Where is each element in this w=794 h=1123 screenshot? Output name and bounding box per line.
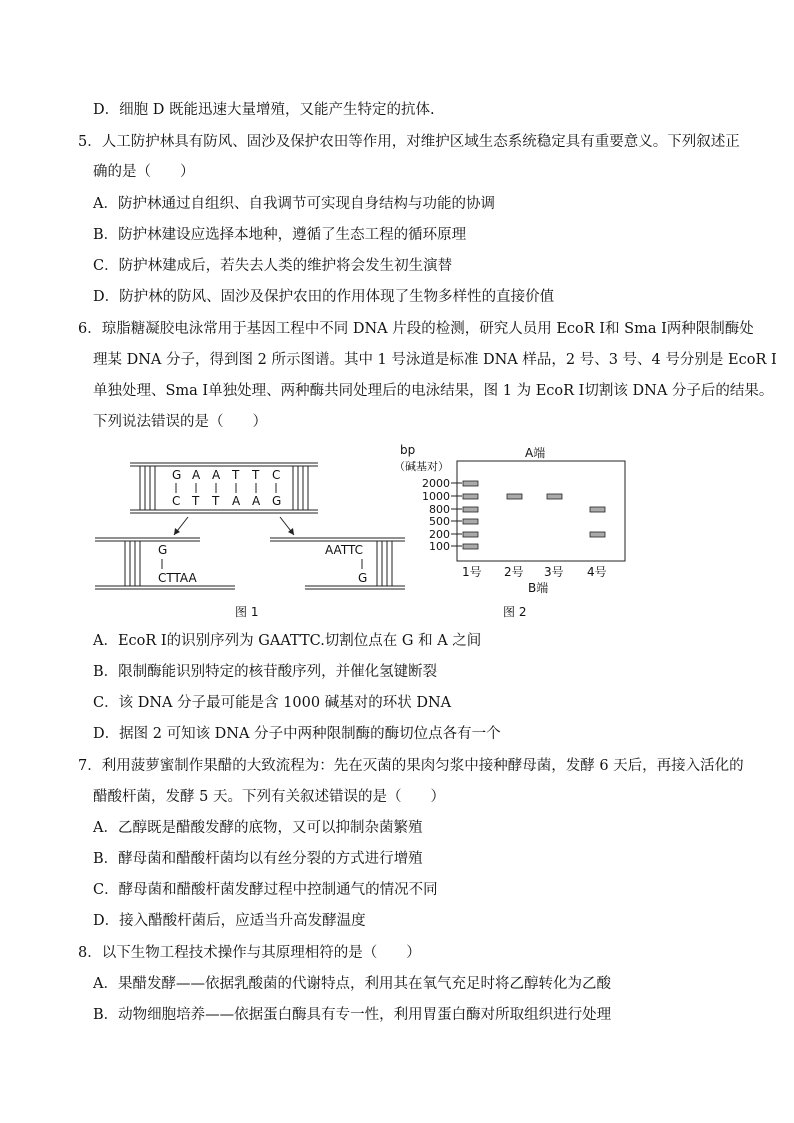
fig2-bottom-label: B端 [528,581,549,595]
fig1-top-base: T [252,468,260,482]
q7-option-a: A．乙醇既是醋酸发酵的底物，又可以抑制杂菌繁殖 [93,820,423,836]
fig2-band-lane1 [463,481,478,486]
q5-stem-line2: 确的是（ ） [93,164,195,180]
fig1-right-top: AATTC [325,543,363,557]
q6-option-c: C．该 DNA 分子最可能是含 1000 碱基对的环状 DNA [93,695,452,711]
fig2-band-lane1 [463,494,478,499]
q6-stem-line1: 6．琼脂糖凝胶电泳常用于基因工程中不同 DNA 片段的检测，研究人员用 EcoR Ⅰ和 Sma Ⅰ两种限制酶处 [78,321,754,337]
fig1-bottom-base: G [272,494,282,508]
q7-stem-line1: 7．利用菠萝蜜制作果醋的大致流程为：先在灭菌的果肉匀浆中接种酵母菌，发酵 6 天后，再接入活化的 [78,758,744,774]
fig2-band-lane1 [463,544,478,549]
figure-2-electrophoresis [392,442,642,597]
q5-option-c: C．防护林建成后，若失去人类的维护将会发生初生演替 [93,258,453,274]
q7-option-b: B．酵母菌和醋酸杆菌均以有丝分裂的方式进行增殖 [93,851,423,867]
fig2-band-lane1 [463,507,478,512]
q7-option-d: D．接入醋酸杆菌后，应适当升高发酵温度 [93,913,366,929]
q5-option-b: B．防护林建设应选择本地种，遵循了生态工程的循环原理 [93,227,467,243]
figure-1-ecori-cut [90,455,410,595]
fig2-marker-label: 200 [429,528,450,541]
q6-stem-line4: 下列说法错误的是（ ） [93,414,267,430]
q6-stem-line2: 理某 DNA 分子，得到图 2 所示图谱。其中 1 号泳道是标准 DNA 样品，2 号、3 号、4 号分别是 EcoR Ⅰ [93,352,777,368]
fig1-bottom-base: A [232,494,241,508]
fig2-lane-label: 4号 [587,565,607,579]
fig1-top-base: A [212,468,221,482]
figure-1-caption: 图 1 [235,605,259,619]
fig2-unit: bp [400,443,416,457]
q6-stem-line3: 单独处理、Sma Ⅰ单独处理、两种酶共同处理后的电泳结果，图 1 为 EcoR Ⅰ切割该 DNA 分子后的结果。 [93,383,774,399]
fig1-top-base: A [192,468,201,482]
fig1-bottom-base: A [252,494,261,508]
fig1-right-bottom: G [358,571,368,585]
fig1-top-base: C [272,468,281,482]
fig2-band-lane4 [590,532,605,537]
fig2-band-lane1 [463,532,478,537]
q4-option-d: D．细胞 D 既能迅速大量增殖，又能产生特定的抗体. [93,102,435,118]
fig1-bottom-base: T [192,494,200,508]
q8-option-b: B．动物细胞培养——依据蛋白酶具有专一性，利用胃蛋白酶对所取组织进行处理 [93,1007,612,1023]
fig1-bottom-base: T [212,494,220,508]
q8-stem-line1: 8．以下生物工程技术操作与其原理相符的是（ ） [78,945,421,961]
figure-2-caption: 图 2 [503,605,527,619]
fig2-marker-label: 500 [429,515,450,528]
q8-option-a: A．果醋发酵——依据乳酸菌的代谢特点，利用其在氧气充足时将乙醇转化为乙酸 [93,976,611,992]
fig1-left-bottom: CTTAA [158,571,197,585]
q5-option-a: A．防护林通过自组织、自我调节可实现自身结构与功能的协调 [93,196,495,212]
q6-option-b: B．限制酶能识别特定的核苷酸序列，并催化氢键断裂 [93,664,438,680]
fig2-lane-label: 3号 [544,565,564,579]
q5-stem-line1: 5．人工防护林具有防风、固沙及保护农田等作用，对维护区域生态系统稳定具有重要意义。下列叙述正 [78,134,740,150]
fig2-band-lane3 [547,494,562,499]
fig2-lane-label: 2号 [504,565,524,579]
fig1-left-top: G [158,543,168,557]
fig2-band-lane1 [463,519,478,524]
fig1-top-base: T [232,468,240,482]
fig2-marker-label: 2000 [422,477,450,490]
fig2-band-lane4 [590,507,605,512]
q6-option-d: D．据图 2 可知该 DNA 分子中两种限制酶的酶切位点各有一个 [93,726,501,742]
fig1-bottom-base: C [172,494,181,508]
q7-option-c: C．酵母菌和醋酸杆菌发酵过程中控制通气的情况不同 [93,882,438,898]
fig2-marker-label: 100 [429,540,450,553]
fig2-unit-note: （碱基对） [394,460,449,473]
fig2-marker-label: 1000 [422,490,450,503]
q5-option-d: D．防护林的防风、固沙及保护农田的作用体现了生物多样性的直接价值 [93,289,555,305]
q6-option-a: A．EcoR Ⅰ的识别序列为 GAATTC.切割位点在 G 和 A 之间 [93,633,482,649]
fig2-marker-label: 800 [429,503,450,516]
fig2-lane-label: 1号 [462,565,482,579]
fig2-top-label: A端 [525,446,546,460]
fig2-band-lane2 [507,494,522,499]
fig1-top-base: G [172,468,182,482]
q7-stem-line2: 醋酸杆菌，发酵 5 天。下列有关叙述错误的是（ ） [93,789,445,805]
